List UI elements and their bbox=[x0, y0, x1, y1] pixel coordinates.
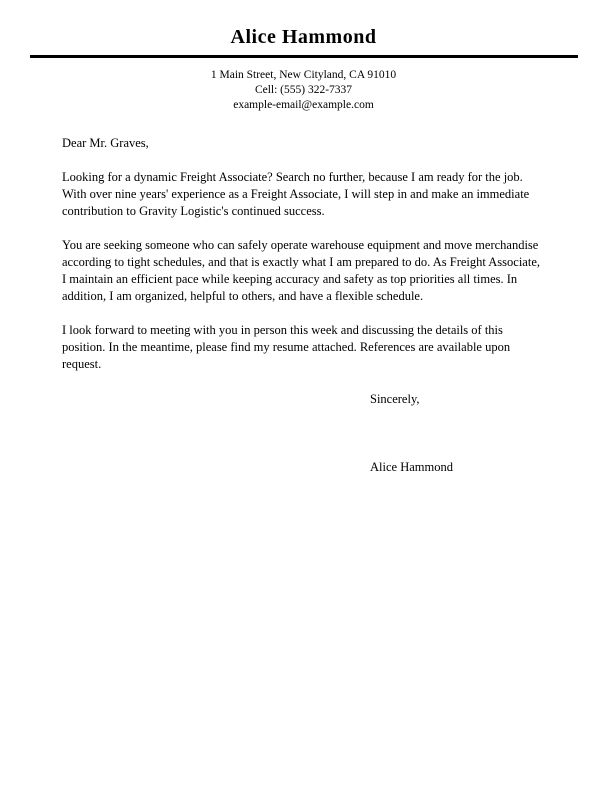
paragraph-skills: You are seeking someone who can safely operate warehouse equipment and move merchandise according to tight schedules, and that is exactly what I am prepared to do. As Freight Associate, I maintain an efficient pace while keeping accuracy and safety as top priorities all times. In addition, I am organized, helpful to others, and have a flexible schedule. bbox=[62, 238, 541, 303]
paragraph-closing: I look forward to meeting with you in person this week and discussing the details of this position. In the meantime, please find my resume attached. References are available upon request. bbox=[62, 323, 511, 371]
sender-name: Alice Hammond bbox=[230, 26, 377, 48]
header-divider bbox=[30, 55, 578, 58]
salutation: Dear Mr. Graves, bbox=[62, 136, 149, 150]
signature-name: Alice Hammond bbox=[370, 460, 453, 474]
closing-block bbox=[370, 391, 545, 476]
contact-email: example-email@example.com bbox=[233, 99, 374, 111]
contact-address: 1 Main Street, New Cityland, CA 91010 bbox=[210, 69, 397, 81]
letter-header bbox=[0, 0, 607, 113]
letter-body bbox=[62, 135, 545, 476]
contact-block bbox=[0, 68, 607, 113]
paragraph-intro: Looking for a dynamic Freight Associate? Search no further, because I am ready for the job. With over nine years' experience as a Freight Associate, I will step in and make an immediate contribution to Gravity Logistic's continued success. bbox=[62, 170, 530, 218]
closing-phrase: Sincerely, bbox=[370, 392, 420, 406]
contact-cell: Cell: (555) 322-7337 bbox=[254, 84, 353, 96]
